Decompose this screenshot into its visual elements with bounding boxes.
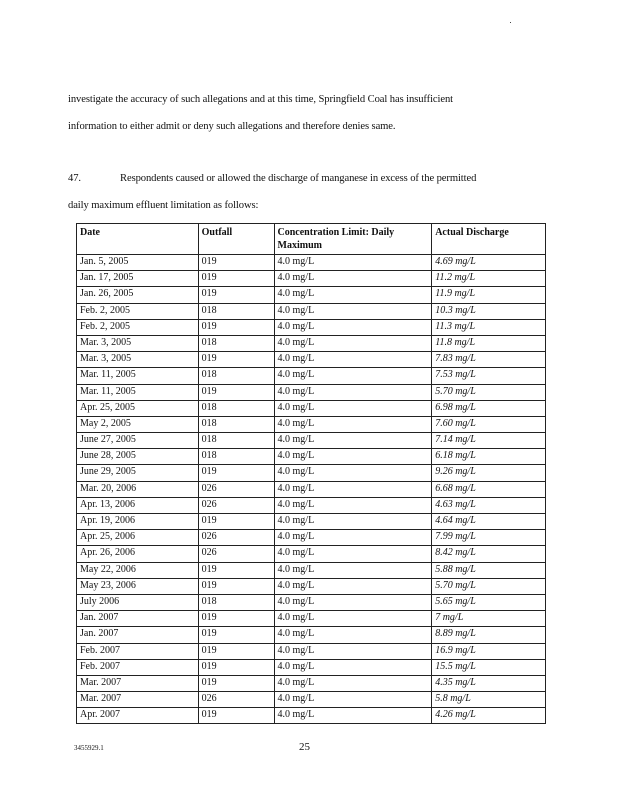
cell-outfall: 019 (198, 643, 274, 659)
cell-actual-discharge: 5.8 mg/L (432, 692, 546, 708)
header-date: Date (77, 224, 199, 255)
cell-concentration-limit: 4.0 mg/L (274, 546, 432, 562)
cell-outfall: 018 (198, 416, 274, 432)
table-row (77, 708, 546, 724)
header-actual-discharge: Actual Discharge (432, 224, 546, 255)
discharge-table (76, 223, 546, 724)
cell-actual-discharge: 7.53 mg/L (432, 368, 546, 384)
cell-date: Mar. 11, 2005 (77, 384, 199, 400)
cell-concentration-limit: 4.0 mg/L (274, 271, 432, 287)
cell-date: May 2, 2005 (77, 416, 199, 432)
table-row (77, 481, 546, 497)
table-row (77, 692, 546, 708)
cell-date: June 29, 2005 (77, 465, 199, 481)
table-row (77, 303, 546, 319)
table-row (77, 611, 546, 627)
cell-outfall: 019 (198, 627, 274, 643)
cell-actual-discharge: 4.64 mg/L (432, 514, 546, 530)
cell-concentration-limit: 4.0 mg/L (274, 594, 432, 610)
paragraph-number: 47. (68, 173, 81, 184)
cell-date: Apr. 2007 (77, 708, 199, 724)
cell-date: Jan. 5, 2005 (77, 255, 199, 271)
cell-date: Mar. 20, 2006 (77, 481, 199, 497)
cell-actual-discharge: 5.88 mg/L (432, 562, 546, 578)
cell-date: Apr. 26, 2006 (77, 546, 199, 562)
cell-date: Mar. 2007 (77, 675, 199, 691)
table-row (77, 659, 546, 675)
cell-concentration-limit: 4.0 mg/L (274, 611, 432, 627)
cell-outfall: 019 (198, 255, 274, 271)
table-row (77, 675, 546, 691)
cell-outfall: 026 (198, 481, 274, 497)
cell-concentration-limit: 4.0 mg/L (274, 578, 432, 594)
cell-date: Feb. 2, 2005 (77, 319, 199, 335)
cell-outfall: 018 (198, 303, 274, 319)
cell-outfall: 018 (198, 368, 274, 384)
table-row (77, 271, 546, 287)
cell-actual-discharge: 7.60 mg/L (432, 416, 546, 432)
body-line-2: information to either admit or deny such allegations and therefore denies same. (68, 121, 396, 132)
paragraph-text: Respondents caused or allowed the discharge of manganese in excess of the permitted (120, 173, 477, 184)
cell-date: Jan. 2007 (77, 627, 199, 643)
cell-outfall: 019 (198, 578, 274, 594)
cell-concentration-limit: 4.0 mg/L (274, 708, 432, 724)
table-body (77, 255, 546, 724)
cell-actual-discharge: 8.89 mg/L (432, 627, 546, 643)
cell-date: Feb. 2, 2005 (77, 303, 199, 319)
cell-concentration-limit: 4.0 mg/L (274, 384, 432, 400)
cell-date: Mar. 3, 2005 (77, 335, 199, 351)
cell-actual-discharge: 7.14 mg/L (432, 433, 546, 449)
cell-outfall: 019 (198, 659, 274, 675)
cell-date: Apr. 25, 2005 (77, 400, 199, 416)
cell-concentration-limit: 4.0 mg/L (274, 449, 432, 465)
cell-outfall: 018 (198, 335, 274, 351)
cell-concentration-limit: 4.0 mg/L (274, 627, 432, 643)
cell-concentration-limit: 4.0 mg/L (274, 433, 432, 449)
cell-outfall: 018 (198, 400, 274, 416)
cell-concentration-limit: 4.0 mg/L (274, 400, 432, 416)
cell-concentration-limit: 4.0 mg/L (274, 368, 432, 384)
cell-date: Mar. 3, 2005 (77, 352, 199, 368)
table-row (77, 546, 546, 562)
table-row (77, 627, 546, 643)
cell-concentration-limit: 4.0 mg/L (274, 497, 432, 513)
table-row (77, 433, 546, 449)
cell-concentration-limit: 4.0 mg/L (274, 287, 432, 303)
cell-actual-discharge: 8.42 mg/L (432, 546, 546, 562)
cell-concentration-limit: 4.0 mg/L (274, 303, 432, 319)
cell-date: Jan. 26, 2005 (77, 287, 199, 303)
cell-actual-discharge: 6.98 mg/L (432, 400, 546, 416)
cell-concentration-limit: 4.0 mg/L (274, 465, 432, 481)
paragraph-47-line-2: daily maximum effluent limitation as follows: (68, 200, 259, 211)
cell-outfall: 019 (198, 465, 274, 481)
cell-concentration-limit: 4.0 mg/L (274, 416, 432, 432)
cell-date: Jan. 17, 2005 (77, 271, 199, 287)
cell-outfall: 019 (198, 562, 274, 578)
cell-outfall: 026 (198, 497, 274, 513)
cell-date: July 2006 (77, 594, 199, 610)
cell-date: May 22, 2006 (77, 562, 199, 578)
cell-actual-discharge: 9.26 mg/L (432, 465, 546, 481)
cell-actual-discharge: 7.99 mg/L (432, 530, 546, 546)
cell-concentration-limit: 4.0 mg/L (274, 643, 432, 659)
cell-outfall: 019 (198, 287, 274, 303)
cell-actual-discharge: 10.3 mg/L (432, 303, 546, 319)
cell-concentration-limit: 4.0 mg/L (274, 352, 432, 368)
table-row (77, 514, 546, 530)
table-row (77, 319, 546, 335)
cell-concentration-limit: 4.0 mg/L (274, 659, 432, 675)
cell-actual-discharge: 6.68 mg/L (432, 481, 546, 497)
table-row (77, 335, 546, 351)
cell-outfall: 026 (198, 692, 274, 708)
scan-artifact (510, 22, 511, 23)
cell-actual-discharge: 5.70 mg/L (432, 578, 546, 594)
cell-outfall: 018 (198, 449, 274, 465)
cell-concentration-limit: 4.0 mg/L (274, 335, 432, 351)
table-row (77, 384, 546, 400)
cell-date: Apr. 13, 2006 (77, 497, 199, 513)
cell-outfall: 026 (198, 546, 274, 562)
table-row (77, 562, 546, 578)
cell-concentration-limit: 4.0 mg/L (274, 562, 432, 578)
cell-outfall: 019 (198, 708, 274, 724)
cell-concentration-limit: 4.0 mg/L (274, 319, 432, 335)
cell-date: June 27, 2005 (77, 433, 199, 449)
table-row (77, 497, 546, 513)
header-concentration-limit: Concentration Limit: Daily Maximum (274, 224, 432, 255)
page-number: 25 (299, 741, 310, 753)
table-header-row (77, 224, 546, 255)
cell-outfall: 018 (198, 433, 274, 449)
cell-outfall: 019 (198, 611, 274, 627)
cell-actual-discharge: 6.18 mg/L (432, 449, 546, 465)
cell-concentration-limit: 4.0 mg/L (274, 530, 432, 546)
table-row (77, 400, 546, 416)
cell-actual-discharge: 16.9 mg/L (432, 643, 546, 659)
cell-actual-discharge: 4.35 mg/L (432, 675, 546, 691)
cell-date: Jan. 2007 (77, 611, 199, 627)
table-row (77, 255, 546, 271)
table-row (77, 449, 546, 465)
cell-date: Mar. 11, 2005 (77, 368, 199, 384)
cell-concentration-limit: 4.0 mg/L (274, 692, 432, 708)
cell-actual-discharge: 5.65 mg/L (432, 594, 546, 610)
cell-concentration-limit: 4.0 mg/L (274, 255, 432, 271)
cell-outfall: 019 (198, 271, 274, 287)
table-row (77, 530, 546, 546)
table-row (77, 368, 546, 384)
cell-date: Apr. 25, 2006 (77, 530, 199, 546)
table-row (77, 594, 546, 610)
cell-actual-discharge: 15.5 mg/L (432, 659, 546, 675)
cell-outfall: 019 (198, 675, 274, 691)
cell-concentration-limit: 4.0 mg/L (274, 514, 432, 530)
body-line-1: investigate the accuracy of such allegations and at this time, Springfield Coal has insufficient (68, 94, 454, 105)
cell-actual-discharge: 5.70 mg/L (432, 384, 546, 400)
cell-concentration-limit: 4.0 mg/L (274, 481, 432, 497)
cell-date: Feb. 2007 (77, 643, 199, 659)
table-row (77, 643, 546, 659)
cell-date: May 23, 2006 (77, 578, 199, 594)
cell-outfall: 026 (198, 530, 274, 546)
cell-outfall: 019 (198, 384, 274, 400)
cell-actual-discharge: 4.26 mg/L (432, 708, 546, 724)
cell-actual-discharge: 7.83 mg/L (432, 352, 546, 368)
cell-outfall: 019 (198, 514, 274, 530)
document-id: 3455929.1 (74, 744, 104, 752)
header-outfall: Outfall (198, 224, 274, 255)
table-row (77, 465, 546, 481)
cell-concentration-limit: 4.0 mg/L (274, 675, 432, 691)
cell-actual-discharge: 4.63 mg/L (432, 497, 546, 513)
cell-date: Mar. 2007 (77, 692, 199, 708)
cell-actual-discharge: 11.9 mg/L (432, 287, 546, 303)
cell-actual-discharge: 11.2 mg/L (432, 271, 546, 287)
cell-outfall: 018 (198, 594, 274, 610)
cell-actual-discharge: 4.69 mg/L (432, 255, 546, 271)
cell-outfall: 019 (198, 319, 274, 335)
paragraph-47-line-1 (68, 173, 476, 185)
table-row (77, 352, 546, 368)
table-row (77, 287, 546, 303)
cell-actual-discharge: 11.3 mg/L (432, 319, 546, 335)
cell-actual-discharge: 11.8 mg/L (432, 335, 546, 351)
cell-date: Feb. 2007 (77, 659, 199, 675)
cell-date: June 28, 2005 (77, 449, 199, 465)
table-row (77, 416, 546, 432)
table-row (77, 578, 546, 594)
cell-outfall: 019 (198, 352, 274, 368)
cell-actual-discharge: 7 mg/L (432, 611, 546, 627)
cell-date: Apr. 19, 2006 (77, 514, 199, 530)
